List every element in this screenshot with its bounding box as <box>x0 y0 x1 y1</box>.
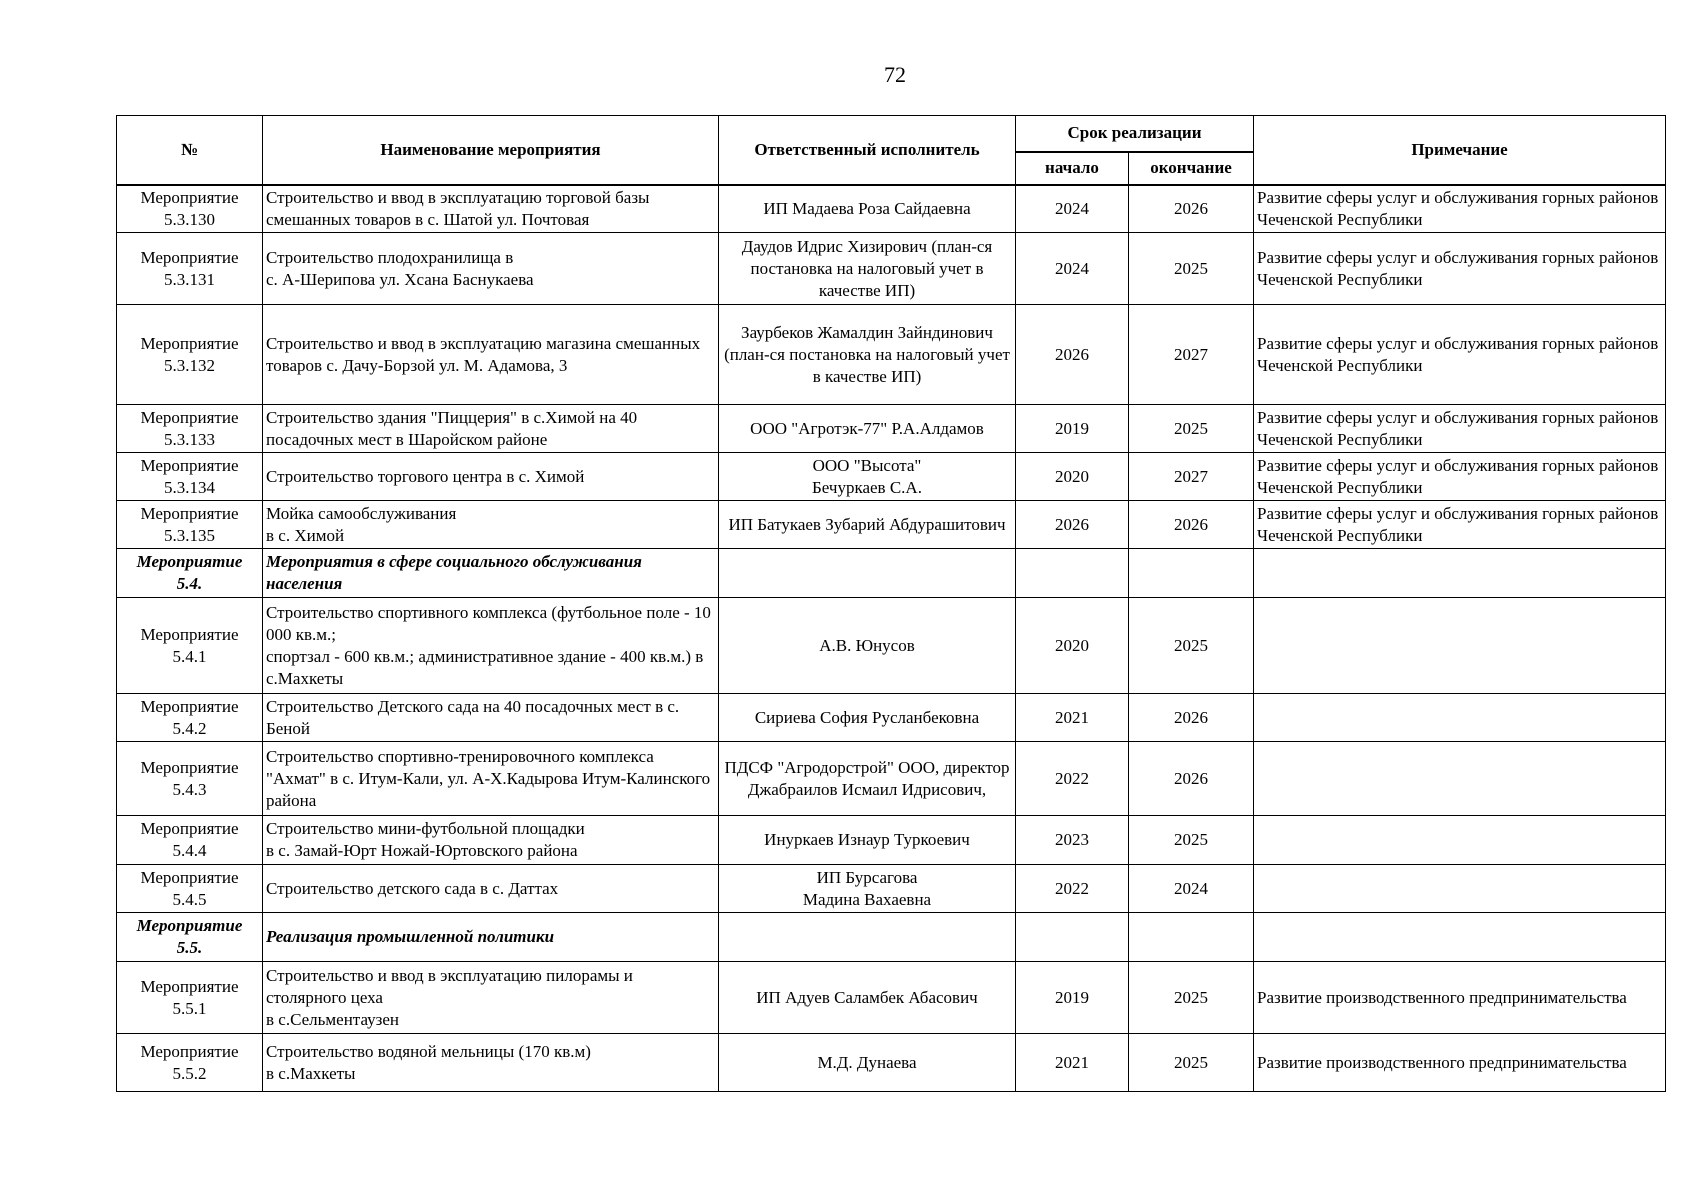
cell-executor: ООО "Высота" Бечуркаев С.А. <box>719 453 1016 501</box>
cell-name: Строительство спортивно-тренировочного комплекса "Ахмат" в с. Итум-Кали, ул. А-Х.Кадырова Итум-Калинского района <box>263 742 719 816</box>
cell-end: 2025 <box>1129 816 1254 865</box>
cell-number: Мероприятие 5.4.4 <box>117 816 263 865</box>
cell-end: 2026 <box>1129 694 1254 742</box>
cell-number: Мероприятие 5.3.130 <box>117 185 263 233</box>
cell-end <box>1129 549 1254 598</box>
cell-number: Мероприятие 5.4. <box>117 549 263 598</box>
cell-start <box>1016 549 1129 598</box>
cell-executor: ИП Бурсагова Мадина Вахаевна <box>719 865 1016 913</box>
cell-note: Развитие сферы услуг и обслуживания горных районов Чеченской Республики <box>1254 501 1666 549</box>
cell-note <box>1254 816 1666 865</box>
cell-name: Строительство мини-футбольной площадки в с. Замай-Юрт Ножай-Юртовского района <box>263 816 719 865</box>
cell-end: 2024 <box>1129 865 1254 913</box>
cell-note <box>1254 694 1666 742</box>
cell-end: 2025 <box>1129 962 1254 1034</box>
table-row <box>117 962 1666 1034</box>
table-row <box>117 453 1666 501</box>
cell-name: Строительство Детского сада на 40 посадочных мест в с. Беной <box>263 694 719 742</box>
header-name: Наименование мероприятия <box>263 116 719 185</box>
cell-note: Развитие сферы услуг и обслуживания горных районов Чеченской Республики <box>1254 453 1666 501</box>
cell-note: Развитие производственного предпринимательства <box>1254 1034 1666 1092</box>
cell-number: Мероприятие 5.4.1 <box>117 598 263 694</box>
table-row <box>117 305 1666 405</box>
cell-number: Мероприятие 5.5.1 <box>117 962 263 1034</box>
table-row <box>117 865 1666 913</box>
cell-executor: А.В. Юнусов <box>719 598 1016 694</box>
cell-start: 2023 <box>1016 816 1129 865</box>
cell-name: Строительство спортивного комплекса (футбольное поле - 10 000 кв.м.; спортзал - 600 кв.м.; административное здание - 400 кв.м.) в с.Махкеты <box>263 598 719 694</box>
cell-note <box>1254 865 1666 913</box>
cell-start: 2024 <box>1016 185 1129 233</box>
header-start: начало <box>1016 152 1129 185</box>
cell-name: Строительство и ввод в эксплуатацию торговой базы смешанных товаров в с. Шатой ул. Почтовая <box>263 185 719 233</box>
cell-note: Развитие сферы услуг и обслуживания горных районов Чеченской Республики <box>1254 305 1666 405</box>
header-term: Срок реализации <box>1016 116 1254 152</box>
cell-name: Строительство детского сада в с. Даттах <box>263 865 719 913</box>
cell-end: 2025 <box>1129 598 1254 694</box>
cell-note: Развитие производственного предпринимательства <box>1254 962 1666 1034</box>
cell-name: Строительство водяной мельницы (170 кв.м) в с.Махкеты <box>263 1034 719 1092</box>
cell-start: 2026 <box>1016 501 1129 549</box>
cell-name: Мероприятия в сфере социального обслуживания населения <box>263 549 719 598</box>
cell-number: Мероприятие 5.4.5 <box>117 865 263 913</box>
cell-start <box>1016 913 1129 962</box>
header-note: Примечание <box>1254 116 1666 185</box>
section-row <box>117 549 1666 598</box>
cell-name: Мойка самообслуживания в с. Химой <box>263 501 719 549</box>
cell-start: 2024 <box>1016 233 1129 305</box>
cell-end: 2025 <box>1129 405 1254 453</box>
cell-number: Мероприятие 5.3.132 <box>117 305 263 405</box>
cell-end: 2026 <box>1129 185 1254 233</box>
cell-name: Строительство плодохранилища в с. А-Шерипова ул. Хсана Баснукаева <box>263 233 719 305</box>
cell-number: Мероприятие 5.3.135 <box>117 501 263 549</box>
cell-name: Строительство здания "Пиццерия" в с.Химой на 40 посадочных мест в Шаройском районе <box>263 405 719 453</box>
cell-executor: Даудов Идрис Хизирович (план-ся постановка на налоговый учет в качестве ИП) <box>719 233 1016 305</box>
cell-start: 2022 <box>1016 865 1129 913</box>
cell-number: Мероприятие 5.4.3 <box>117 742 263 816</box>
table-row <box>117 185 1666 233</box>
cell-start: 2019 <box>1016 962 1129 1034</box>
cell-end: 2027 <box>1129 453 1254 501</box>
cell-executor <box>719 549 1016 598</box>
measures-table <box>116 115 1666 1092</box>
table-row <box>117 405 1666 453</box>
cell-name: Строительство и ввод в эксплуатацию пилорамы и столярного цеха в с.Сельментаузен <box>263 962 719 1034</box>
table-row <box>117 598 1666 694</box>
cell-end: 2025 <box>1129 1034 1254 1092</box>
cell-executor: М.Д. Дунаева <box>719 1034 1016 1092</box>
cell-name: Строительство и ввод в эксплуатацию магазина смешанных товаров с. Дачу-Борзой ул. М. Адамова, 3 <box>263 305 719 405</box>
table-row <box>117 501 1666 549</box>
cell-executor: ПДСФ "Агродорстрой" ООО, директор Джабраилов Исмаил Идрисович, <box>719 742 1016 816</box>
header-number: № <box>117 116 263 185</box>
cell-start: 2019 <box>1016 405 1129 453</box>
cell-number: Мероприятие 5.4.2 <box>117 694 263 742</box>
cell-start: 2020 <box>1016 598 1129 694</box>
table-row <box>117 694 1666 742</box>
cell-start: 2022 <box>1016 742 1129 816</box>
cell-note: Развитие сферы услуг и обслуживания горных районов Чеченской Республики <box>1254 185 1666 233</box>
table-row <box>117 233 1666 305</box>
cell-number: Мероприятие 5.3.131 <box>117 233 263 305</box>
cell-executor: ИП Батукаев Зубарий Абдурашитович <box>719 501 1016 549</box>
cell-note <box>1254 742 1666 816</box>
section-row <box>117 913 1666 962</box>
cell-end <box>1129 913 1254 962</box>
header-end: окончание <box>1129 152 1254 185</box>
cell-start: 2020 <box>1016 453 1129 501</box>
table-row <box>117 1034 1666 1092</box>
cell-executor: ИП Адуев Саламбек Абасович <box>719 962 1016 1034</box>
cell-note <box>1254 549 1666 598</box>
page-number: 72 <box>884 62 906 87</box>
cell-note <box>1254 598 1666 694</box>
cell-executor: Заурбеков Жамалдин Зайндинович (план-ся постановка на налоговый учет в качестве ИП) <box>719 305 1016 405</box>
cell-number: Мероприятие 5.5.2 <box>117 1034 263 1092</box>
cell-end: 2025 <box>1129 233 1254 305</box>
cell-end: 2026 <box>1129 501 1254 549</box>
cell-note <box>1254 913 1666 962</box>
cell-note: Развитие сферы услуг и обслуживания горных районов Чеченской Республики <box>1254 405 1666 453</box>
table-row <box>117 742 1666 816</box>
table-row <box>117 816 1666 865</box>
cell-start: 2021 <box>1016 1034 1129 1092</box>
cell-number: Мероприятие 5.3.133 <box>117 405 263 453</box>
cell-name: Строительство торгового центра в с. Химой <box>263 453 719 501</box>
cell-start: 2021 <box>1016 694 1129 742</box>
cell-end: 2027 <box>1129 305 1254 405</box>
cell-executor: Инуркаев Изнаур Туркоевич <box>719 816 1016 865</box>
cell-executor: ИП Мадаева Роза Сайдаевна <box>719 185 1016 233</box>
cell-number: Мероприятие 5.3.134 <box>117 453 263 501</box>
cell-number: Мероприятие 5.5. <box>117 913 263 962</box>
cell-executor: Сириева София Русланбековна <box>719 694 1016 742</box>
cell-note: Развитие сферы услуг и обслуживания горных районов Чеченской Республики <box>1254 233 1666 305</box>
header-executor: Ответственный исполнитель <box>719 116 1016 185</box>
cell-start: 2026 <box>1016 305 1129 405</box>
cell-end: 2026 <box>1129 742 1254 816</box>
cell-executor <box>719 913 1016 962</box>
cell-executor: ООО "Агротэк-77" Р.А.Алдамов <box>719 405 1016 453</box>
cell-name: Реализация промышленной политики <box>263 913 719 962</box>
